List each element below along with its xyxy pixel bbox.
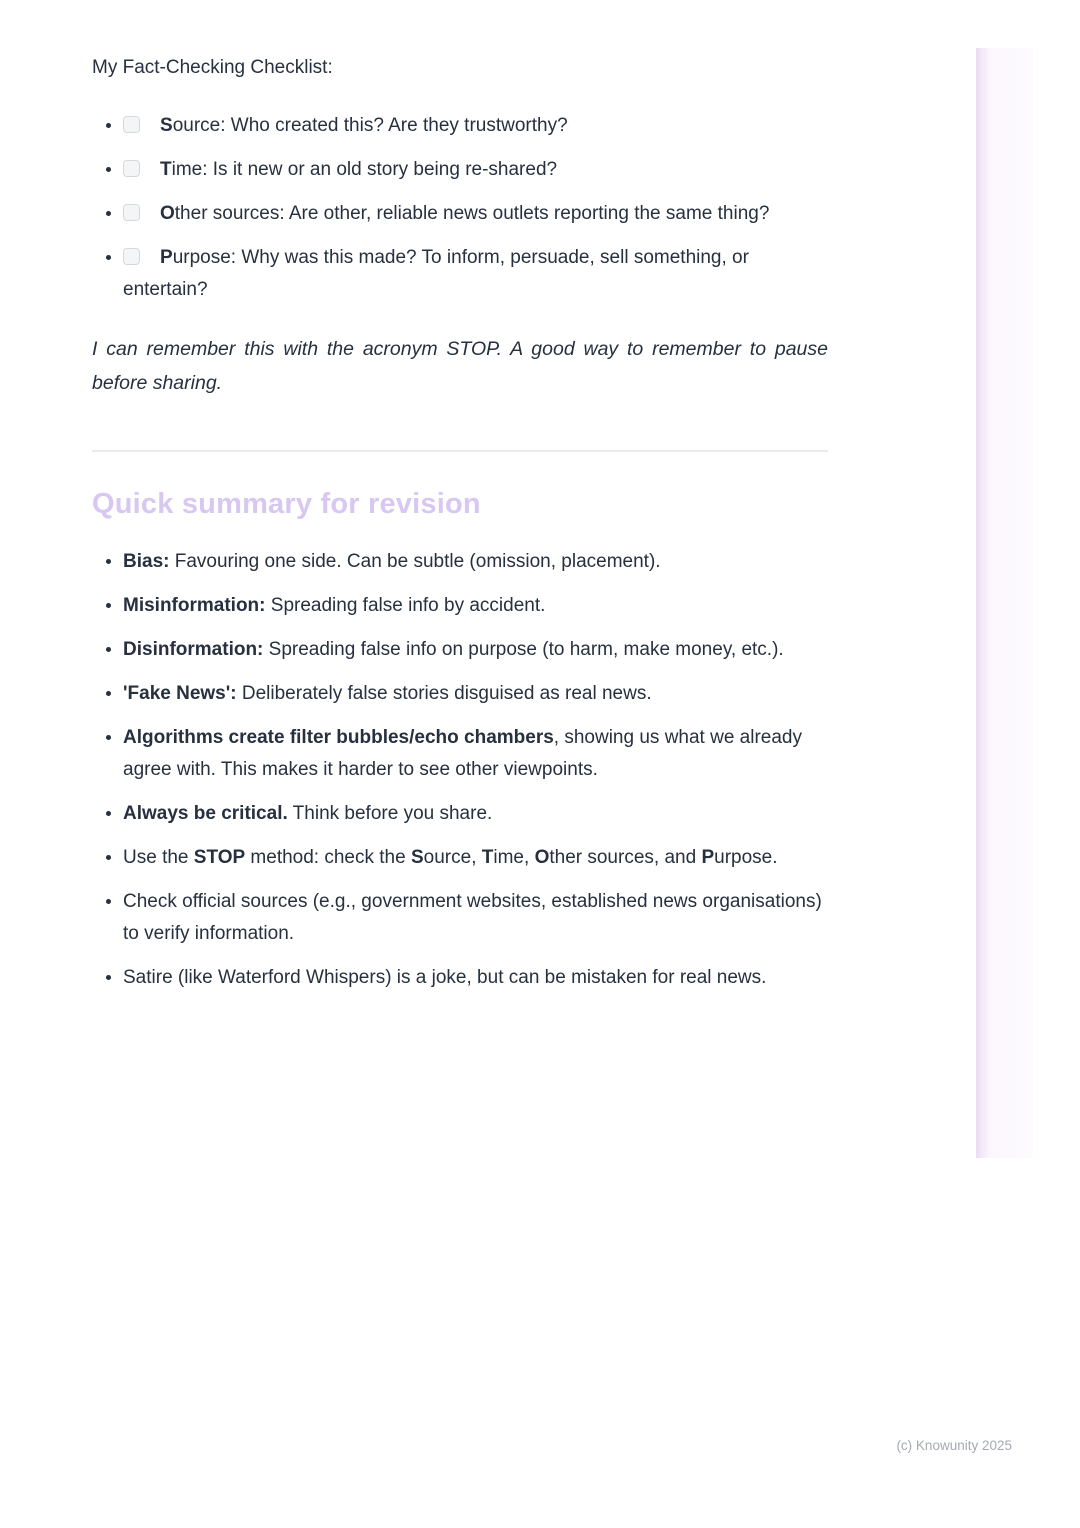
checkbox-unchecked-icon[interactable]	[123, 160, 140, 177]
fact-checking-checklist	[92, 110, 828, 306]
summary-item: • Satire (like Waterford Whispers) is a joke, but can be mistaken for real news.	[123, 962, 828, 994]
document-content	[92, 56, 828, 1006]
summary-item: • 'Fake News': Deliberately false stories disguised as real news.	[123, 678, 828, 710]
summary-item: • Check official sources (e.g., government websites, established news organisations) to verify information.	[123, 886, 828, 950]
copyright-notice: (c) Knowunity 2025	[896, 1438, 1012, 1453]
checklist-item-text: Other sources: Are other, reliable news outlets reporting the same thing?	[160, 203, 770, 224]
checklist-item	[123, 198, 828, 230]
summary-item: • Bias: Favouring one side. Can be subtle (omission, placement).	[123, 546, 828, 578]
checkbox-unchecked-icon[interactable]	[123, 116, 140, 133]
summary-item: • Disinformation: Spreading false info on purpose (to harm, make money, etc.).	[123, 634, 828, 666]
summary-item: • Use the STOP method: check the Source, Time, Other sources, and Purpose.	[123, 842, 828, 874]
summary-item: • Misinformation: Spreading false info by accident.	[123, 590, 828, 622]
page-edge-decoration	[976, 48, 1033, 1158]
section-divider	[92, 450, 828, 452]
summary-item: • Algorithms create filter bubbles/echo chambers, showing us what we already agree with. This makes it harder to see other viewpoints.	[123, 722, 828, 786]
stop-acronym-note: I can remember this with the acronym STOP. A good way to remember to pause before sharing.	[92, 338, 828, 394]
checklist-item	[123, 154, 828, 186]
checklist-item	[123, 110, 828, 142]
checklist-title: My Fact-Checking Checklist:	[92, 57, 333, 78]
summary-heading: Quick summary for revision	[92, 488, 481, 520]
checklist-item-text: Time: Is it new or an old story being re-shared?	[160, 159, 558, 180]
checkbox-unchecked-icon[interactable]	[123, 204, 140, 221]
checklist-item-text: Source: Who created this? Are they trustworthy?	[160, 115, 568, 136]
checkbox-unchecked-icon[interactable]	[123, 248, 140, 265]
checklist-item-text: Purpose: Why was this made? To inform, persuade, sell something, or entertain?	[123, 247, 749, 300]
checklist-item	[123, 242, 828, 306]
revision-summary-list	[92, 546, 828, 994]
summary-item: • Always be critical. Think before you share.	[123, 798, 828, 830]
